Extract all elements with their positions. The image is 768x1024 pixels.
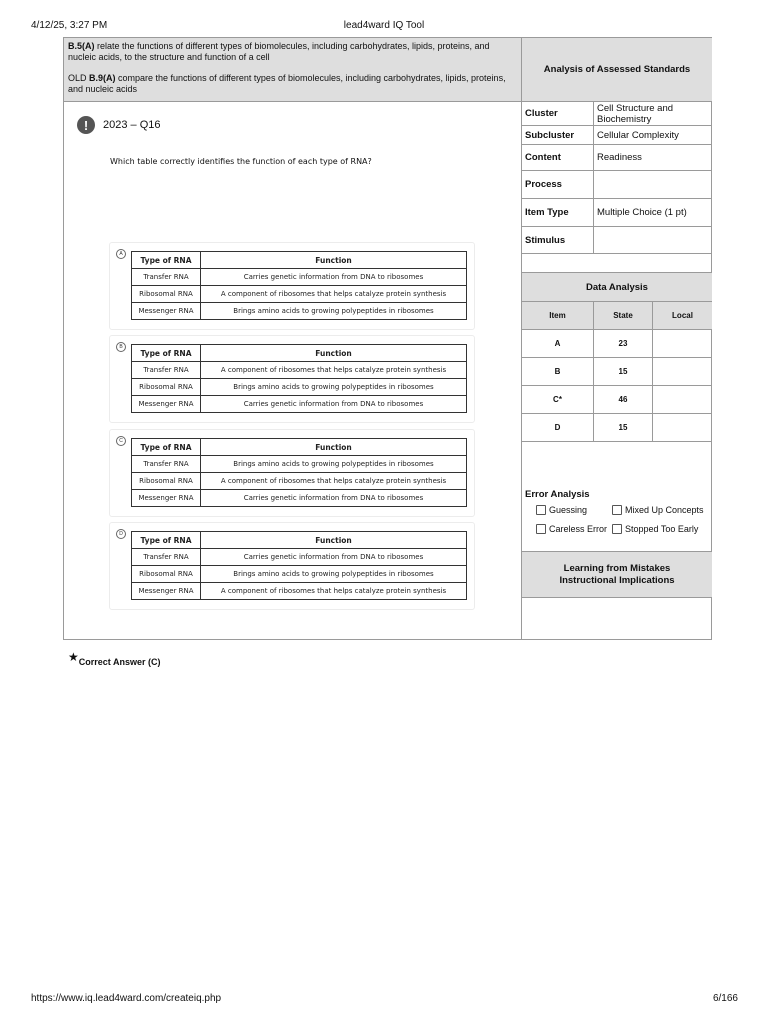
star-icon: ★ bbox=[68, 650, 79, 664]
attribute-row bbox=[522, 199, 712, 227]
attribute-row bbox=[522, 126, 712, 145]
row-item: A bbox=[522, 330, 594, 357]
table-row bbox=[132, 303, 467, 320]
old-standard-text: compare the functions of different types of biomolecules, including carbohydrates, lipids, proteins, and nucleic acids bbox=[68, 73, 506, 94]
attribute-row bbox=[522, 171, 712, 199]
data-analysis-row bbox=[522, 358, 712, 386]
header-type: Type of RNA bbox=[132, 532, 201, 549]
attribute-label: Stimulus bbox=[522, 227, 594, 253]
table-header-row bbox=[132, 252, 467, 269]
item-label: 2023 – Q16 bbox=[103, 119, 161, 131]
answer-option[interactable] bbox=[109, 522, 475, 610]
table-header-row bbox=[132, 532, 467, 549]
table-row bbox=[132, 490, 467, 507]
attribute-label: Process bbox=[522, 171, 594, 198]
header-function: Function bbox=[201, 252, 467, 269]
rna-type-cell: Messenger RNA bbox=[132, 490, 201, 507]
attribute-value bbox=[597, 171, 710, 198]
error-option-label: Careless Error bbox=[549, 524, 608, 534]
rna-function-cell: Carries genetic information from DNA to ribosomes bbox=[201, 269, 467, 286]
rna-function-cell: Carries genetic information from DNA to ribosomes bbox=[201, 490, 467, 507]
data-analysis-row bbox=[522, 386, 712, 414]
current-standard-text: relate the functions of different types of biomolecules, including carbohydrates, lipids, proteins, and nucleic acids, to the structure and function of a cell bbox=[68, 41, 490, 62]
attribute-row bbox=[522, 102, 712, 126]
rna-type-cell: Transfer RNA bbox=[132, 549, 201, 566]
rna-function-cell: Brings amino acids to growing polypeptides in ribosomes bbox=[201, 456, 467, 473]
attribute-label: Content bbox=[522, 145, 594, 170]
rna-type-cell: Messenger RNA bbox=[132, 583, 201, 600]
answer-option[interactable] bbox=[109, 429, 475, 517]
correct-answer-text: Correct Answer (C) bbox=[78, 657, 161, 667]
row-item: D bbox=[522, 414, 594, 441]
row-local[interactable] bbox=[653, 386, 712, 413]
rna-function-cell: Brings amino acids to growing polypeptides in ribosomes bbox=[201, 379, 467, 396]
rna-type-cell: Messenger RNA bbox=[132, 303, 201, 320]
row-local[interactable] bbox=[653, 414, 712, 441]
table-row bbox=[132, 362, 467, 379]
table-row bbox=[132, 566, 467, 583]
row-item: B bbox=[522, 358, 594, 385]
exclamation-circle-icon: ! bbox=[77, 116, 95, 134]
rna-type-cell: Ribosomal RNA bbox=[132, 473, 201, 490]
question-text: Which table correctly identifies the function of each type of RNA? bbox=[110, 157, 372, 166]
attribute-label: Cluster bbox=[522, 102, 594, 125]
current-standard-code: B.5(A) bbox=[68, 41, 95, 51]
rna-function-cell: Carries genetic information from DNA to ribosomes bbox=[201, 549, 467, 566]
learning-line-2: Instructional Implications bbox=[559, 574, 675, 586]
checkbox[interactable] bbox=[536, 505, 546, 515]
rna-function-cell: A component of ribosomes that helps catalyze protein synthesis bbox=[201, 473, 467, 490]
table-row bbox=[132, 473, 467, 490]
row-local[interactable] bbox=[653, 330, 712, 357]
row-state: 46 bbox=[594, 386, 653, 413]
analysis-header: Analysis of Assessed Standards bbox=[522, 38, 712, 102]
error-analysis-option[interactable] bbox=[536, 505, 587, 515]
data-analysis-header-row bbox=[522, 302, 712, 330]
row-local[interactable] bbox=[653, 358, 712, 385]
item-analysis-frame bbox=[63, 37, 712, 667]
rna-table bbox=[131, 531, 467, 600]
rna-function-cell: A component of ribosomes that helps catalyze protein synthesis bbox=[201, 286, 467, 303]
checkbox[interactable] bbox=[612, 524, 622, 534]
attribute-value: Readiness bbox=[597, 152, 642, 163]
error-option-label: Guessing bbox=[549, 505, 588, 515]
error-option-label: Stopped Too Early bbox=[625, 524, 699, 534]
learning-from-mistakes-header bbox=[522, 551, 712, 598]
analysis-panel bbox=[522, 102, 712, 639]
rna-type-cell: Ribosomal RNA bbox=[132, 379, 201, 396]
attribute-row bbox=[522, 145, 712, 171]
attribute-value bbox=[597, 227, 710, 253]
attribute-label: Subcluster bbox=[522, 126, 594, 144]
header-type: Type of RNA bbox=[132, 439, 201, 456]
option-letter[interactable]: B bbox=[116, 342, 126, 352]
header-type: Type of RNA bbox=[132, 252, 201, 269]
row-state: 15 bbox=[594, 414, 653, 441]
rna-function-cell: Carries genetic information from DNA to ribosomes bbox=[201, 396, 467, 413]
correct-answer bbox=[68, 650, 161, 668]
data-analysis-row bbox=[522, 330, 712, 358]
row-item: C* bbox=[522, 386, 594, 413]
print-title: lead4ward IQ Tool bbox=[343, 20, 425, 31]
checkbox[interactable] bbox=[536, 524, 546, 534]
rna-type-cell: Transfer RNA bbox=[132, 456, 201, 473]
rna-type-cell: Ribosomal RNA bbox=[132, 566, 201, 583]
table-row bbox=[132, 549, 467, 566]
table-header-row bbox=[132, 439, 467, 456]
table-row bbox=[132, 396, 467, 413]
option-letter[interactable]: C bbox=[116, 436, 126, 446]
option-letter[interactable]: A bbox=[116, 249, 126, 259]
attribute-value: Multiple Choice (1 pt) bbox=[597, 207, 687, 218]
table-row bbox=[132, 269, 467, 286]
checkbox[interactable] bbox=[612, 505, 622, 515]
error-analysis-title: Error Analysis bbox=[525, 489, 590, 500]
rna-function-cell: A component of ribosomes that helps catalyze protein synthesis bbox=[201, 362, 467, 379]
attribute-label: Item Type bbox=[522, 199, 594, 226]
error-analysis-option[interactable] bbox=[612, 505, 704, 515]
row-state: 23 bbox=[594, 330, 653, 357]
attribute-row bbox=[522, 227, 712, 254]
attribute-value: Cellular Complexity bbox=[597, 129, 679, 141]
answer-option[interactable] bbox=[109, 335, 475, 423]
error-analysis-option[interactable] bbox=[536, 524, 607, 534]
col-item: Item bbox=[522, 302, 594, 329]
table-row bbox=[132, 583, 467, 600]
table-header-row bbox=[132, 345, 467, 362]
attribute-value: Cell Structure and Biochemistry bbox=[597, 102, 674, 125]
rna-table bbox=[131, 438, 467, 507]
rna-function-cell: A component of ribosomes that helps catalyze protein synthesis bbox=[201, 583, 467, 600]
rna-type-cell: Transfer RNA bbox=[132, 269, 201, 286]
rna-table bbox=[131, 344, 467, 413]
header-function: Function bbox=[201, 345, 467, 362]
answer-option[interactable] bbox=[109, 242, 475, 330]
option-letter[interactable]: D bbox=[116, 529, 126, 539]
rna-function-cell: Brings amino acids to growing polypeptides in ribosomes bbox=[201, 566, 467, 583]
header-function: Function bbox=[201, 439, 467, 456]
error-analysis-option[interactable] bbox=[612, 524, 698, 534]
old-standard-code: B.9(A) bbox=[89, 73, 116, 83]
print-date: 4/12/25, 3:27 PM bbox=[31, 20, 108, 31]
error-option-label: Mixed Up Concepts bbox=[625, 505, 704, 515]
rna-type-cell: Ribosomal RNA bbox=[132, 286, 201, 303]
standards-box bbox=[64, 38, 522, 102]
rna-type-cell: Transfer RNA bbox=[132, 362, 201, 379]
rna-type-cell: Messenger RNA bbox=[132, 396, 201, 413]
old-prefix: OLD bbox=[68, 73, 90, 83]
data-analysis-title: Data Analysis bbox=[522, 272, 712, 302]
col-local: Local bbox=[672, 311, 693, 320]
row-state: 15 bbox=[594, 358, 653, 385]
rna-table bbox=[131, 251, 467, 320]
col-state: State bbox=[594, 302, 653, 329]
learning-line-1: Learning from Mistakes bbox=[563, 562, 671, 574]
table-row bbox=[132, 379, 467, 396]
item-panel bbox=[64, 102, 522, 667]
table-row bbox=[132, 286, 467, 303]
print-url: https://www.iq.lead4ward.com/createiq.php bbox=[31, 993, 222, 1004]
data-analysis-row bbox=[522, 414, 712, 442]
header-type: Type of RNA bbox=[132, 345, 201, 362]
table-row bbox=[132, 456, 467, 473]
print-page-number: 6/166 bbox=[712, 993, 738, 1004]
rna-function-cell: Brings amino acids to growing polypeptides in ribosomes bbox=[201, 303, 467, 320]
header-function: Function bbox=[201, 532, 467, 549]
